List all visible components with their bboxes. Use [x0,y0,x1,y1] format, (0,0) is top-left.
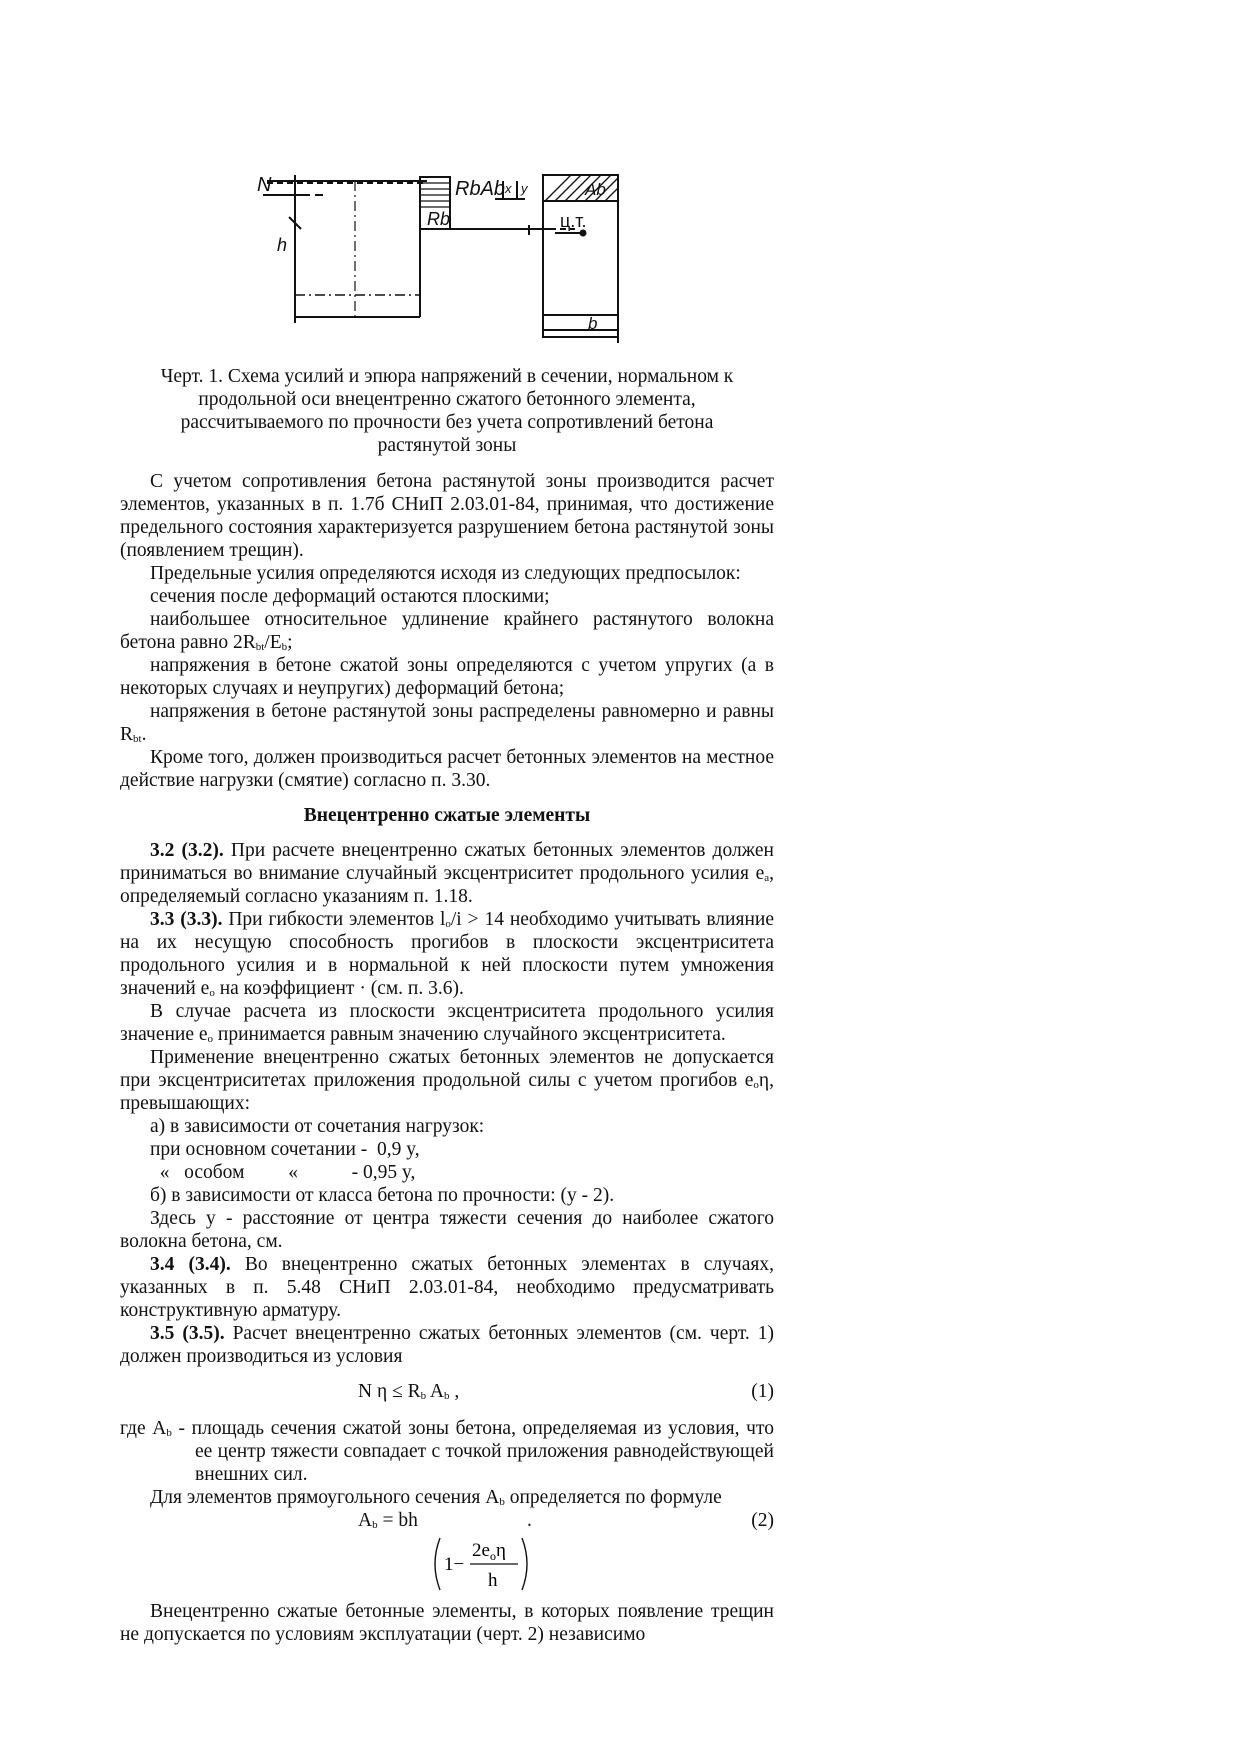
label-ab: Ab [585,180,606,199]
figure-caption: Черт. 1. Схема усилий и эпюра напряжений в сечении, нормальном к продольной оси внецентренно сжатого бетонного элемента, рассчитываемого по прочности без учета сопротивлений бетона растянутой зоны [160,366,734,456]
svg-text:1−: 1− [444,1554,465,1575]
clause-3-4: 3.4 (3.4). Во внецентренно сжатых бетонных элементах в случаях, указанных в п. 5.48 СНиП 2.03.01-84, необходимо предусматривать конструктивную арматуру. [120,1254,774,1321]
paragraph: Кроме того, должен производиться расчет бетонных элементов на местное действие нагрузки (смятие) согласно п. 3.30. [120,747,774,791]
list-item: б) в зависимости от класса бетона по прочности: (y - 2). [150,1185,615,1206]
stress-diagram-figure [255,165,635,347]
body-text [120,470,774,1646]
clause-3-3: 3.3 (3.3). При гибкости элементов $l_o/i > 14$ необходимо учитывать влияние на их несущую способность прогибов в плоскости эксцентриситета продольного усилия и в нормальной к ней плоскости путем умножения значений $e_o$ на коэффициент · (см. п. 3.6). [120,909,774,999]
paragraph: напряжения в бетоне растянутой зоны распределены равномерно и равны $R_{bt}$. [120,701,774,745]
label-h: h [277,235,288,255]
label-y: y [521,181,528,196]
paragraph: сечения после деформаций остаются плоскими; [150,586,550,607]
label-ct: ц.т. [560,211,587,231]
label-b: b [588,314,598,333]
equation-2-denominator [120,1534,774,1594]
list-item: при основном сочетании - 0,9 y, [150,1139,420,1160]
label-n: N [257,174,272,196]
clause-3-2: 3.2 (3.2). При расчете внецентренно сжатых бетонных элементов должен приниматься во внимание случайный эксцентриситет продольного усилия $e_a$, определяемый согласно указаниям п. 1.18. [120,840,774,907]
paragraph: С учетом сопротивления бетона растянутой зоны производится расчет элементов, указанных в п. 1.7б СНиП 2.03.01-84, принимая, что достижение предельного состояния характеризуется разрушением бетона растянутой зоны (появлением трещин). [120,471,774,561]
where-clause: где $A_b$ - площадь сечения сжатой зоны бетона, определяемая из условия, что ее центр тяжести совпадает с точкой приложения равнодействующей внешних сил. [120,1418,774,1485]
paragraph: Здесь y - расстояние от центра тяжести сечения до наиболее сжатого волокна бетона, см. [120,1208,774,1252]
paragraph: Предельные усилия определяются исходя из следующих предпосылок: [150,563,741,584]
equation-1: N $\eta \le R_b$ $A_b$ , (1) [358,1381,774,1402]
list-item: а) в зависимости от сочетания нагрузок: [150,1116,485,1137]
equation-number: (1) [751,1381,774,1402]
svg-text:h: h [488,1570,498,1591]
equation-2: $A_b$ = bh . (2) [358,1510,774,1531]
paragraph: напряжения в бетоне сжатой зоны определяются с учетом упругих (а в некоторых случаях и неупругих) деформаций бетона; [120,655,774,699]
compressed-zone-hatch [545,175,618,201]
clause-3-5: 3.5 (3.5). Расчет внецентренно сжатых бетонных элементов (см. черт. 1) должен производиться из условия [120,1323,774,1367]
list-item: « особом « - 0,95 y, [150,1162,416,1183]
paragraph: наибольшее относительное удлинение крайнего растянутого волокна бетона равно $2R_{bt}/E_b$; [120,609,774,653]
paragraph: В случае расчета из плоскости эксцентриситета продольного усилия значение $e_o$ принимается равным значению случайного эксцентриситета. [120,1001,774,1045]
section-heading: Внецентренно сжатые элементы [303,805,591,826]
label-rb-ab: RbAb [455,178,506,200]
label-x: x [505,181,512,196]
svg-text:2eoη: $2e_o\eta$ [472,1540,506,1563]
label-rb: Rb [427,209,451,229]
paragraph: Внецентренно сжатые бетонные элементы, в которых появление трещин не допускается по условиям эксплуатации (черт. 2) независимо [120,1601,774,1645]
paragraph: Для элементов прямоугольного сечения $A_b$ определяется по формуле [150,1487,722,1508]
paragraph: Применение внецентренно сжатых бетонных элементов не допускается при эксцентриситетах приложения продольной силы с учетом прогибов $e_o\eta$, превышающих: [120,1047,774,1114]
equation-number: (2) [751,1510,774,1531]
